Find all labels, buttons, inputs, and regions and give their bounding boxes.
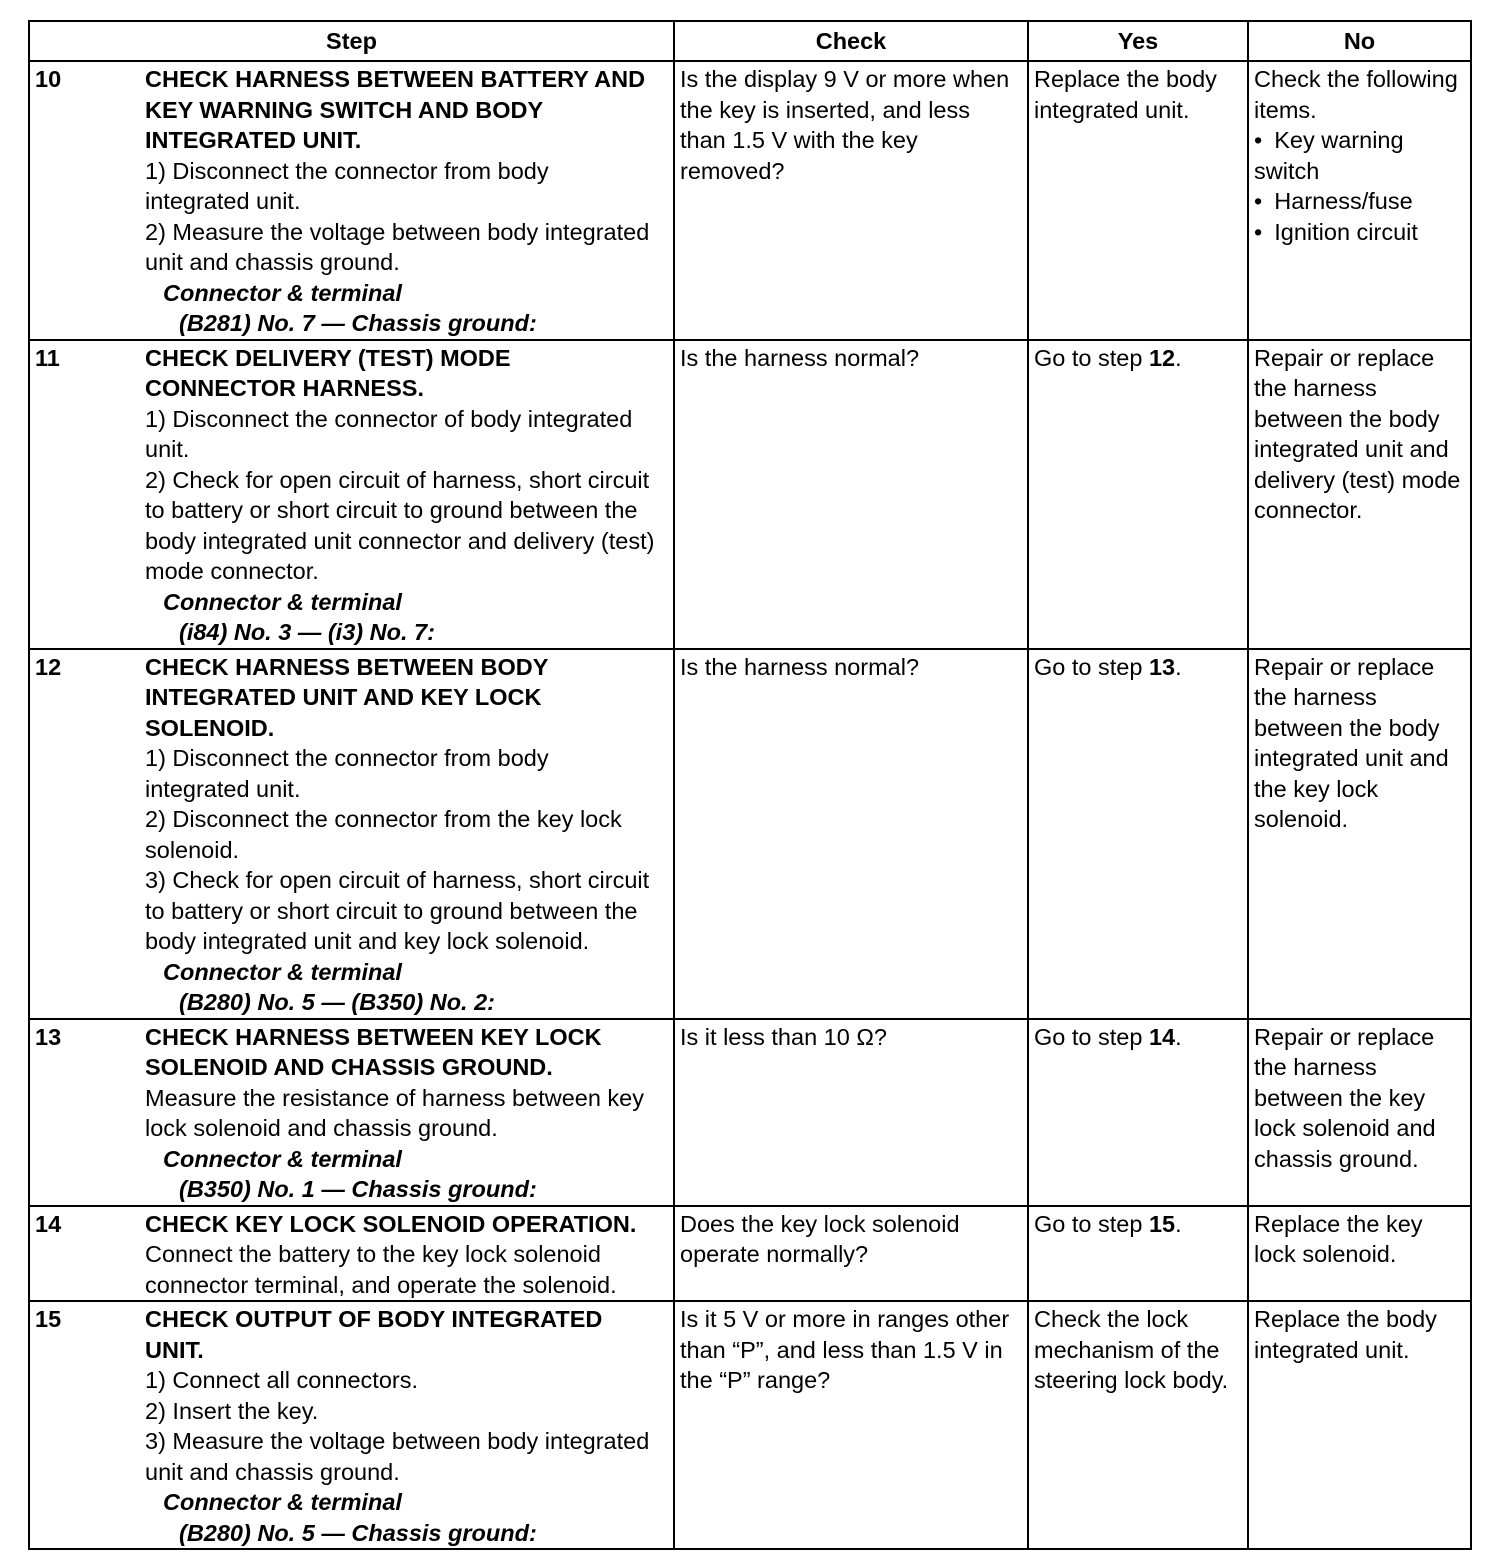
check-cell: Does the key lock solenoid operate normally? [674, 1206, 1028, 1302]
step-body [145, 64, 657, 339]
connector-terminal: (B280) No. 5 — (B350) No. 2: [179, 989, 496, 1015]
step-instruction: Measure the resistance of harness between key lock solenoid and chassis ground. [145, 1084, 644, 1141]
no-bullet-item: • Key warning switch [1254, 125, 1465, 186]
yes-cell: Check the lock mechanism of the steering lock body. [1028, 1301, 1248, 1549]
step-reference: 15 [1148, 1210, 1176, 1237]
step-instruction: 1) Connect all connectors. [145, 1367, 419, 1393]
step-instruction: 3) Check for open circuit of harness, short circuit to battery or short circuit to ground between the body integrated unit and key lock solenoid. [145, 867, 650, 954]
step-body [145, 1209, 657, 1301]
step-instruction: Connect the battery to the key lock solenoid connector terminal, and operate the solenoid. [145, 1241, 617, 1298]
step-title: CHECK KEY LOCK SOLENOID OPERATION. [145, 1210, 637, 1237]
step-cell [29, 1301, 674, 1549]
step-body [145, 343, 657, 648]
step-reference: 12 [1148, 344, 1176, 371]
check-cell: Is the harness normal? [674, 649, 1028, 1019]
step-cell [29, 340, 674, 649]
header-step: Step [29, 21, 674, 61]
yes-cell: Go to step 15. [1028, 1206, 1248, 1302]
yes-cell: Go to step 14. [1028, 1019, 1248, 1206]
step-cell [29, 649, 674, 1019]
header-check: Check [674, 21, 1028, 61]
step-number: 15 [35, 1306, 62, 1332]
step-number: 12 [35, 653, 62, 680]
step-instruction: 1) Disconnect the connector from body integrated unit. [145, 157, 549, 214]
no-cell [1248, 61, 1471, 340]
table-row [29, 340, 1471, 649]
step-instruction: 2) Measure the voltage between body integrated unit and chassis ground. [145, 218, 650, 275]
step-instruction: 2) Disconnect the connector from the key lock solenoid. [145, 806, 622, 863]
connector-label: Connector & terminal [163, 279, 402, 306]
no-bullet-item: • Ignition circuit [1254, 217, 1465, 248]
connector-terminal: (i84) No. 3 — (i3) No. 7: [179, 619, 435, 645]
no-cell [1248, 649, 1471, 1019]
check-cell: Is it 5 V or more in ranges other than “P”, and less than 1.5 V in the “P” range? [674, 1301, 1028, 1549]
step-instruction: 2) Insert the key. [145, 1397, 319, 1424]
connector-label: Connector & terminal [163, 1145, 402, 1172]
no-cell [1248, 1019, 1471, 1206]
step-reference: 13 [1148, 653, 1176, 680]
connector-label: Connector & terminal [163, 588, 402, 615]
step-number: 11 [35, 344, 60, 371]
no-text: Replace the key lock solenoid. [1254, 1210, 1423, 1267]
header-row [29, 21, 1471, 61]
step-number: 14 [35, 1210, 62, 1237]
check-cell: Is it less than 10 Ω? [674, 1019, 1028, 1206]
table-row [29, 1019, 1471, 1206]
check-cell: Is the display 9 V or more when the key is inserted, and less than 1.5 V with the key removed? [674, 61, 1028, 340]
step-body [145, 1304, 657, 1548]
diagnosis-table [28, 20, 1472, 1550]
connector-label: Connector & terminal [163, 958, 402, 985]
step-number: 13 [35, 1023, 62, 1050]
step-title: CHECK HARNESS BETWEEN KEY LOCK SOLENOID AND CHASSIS GROUND. [145, 1023, 602, 1080]
no-cell [1248, 340, 1471, 649]
yes-cell: Replace the body integrated unit. [1028, 61, 1248, 340]
connector-terminal: (B280) No. 5 — Chassis ground: [179, 1519, 537, 1546]
connector-label: Connector & terminal [163, 1489, 402, 1515]
step-cell [29, 1206, 674, 1302]
no-text: Repair or replace the harness between the body integrated unit and delivery (test) mode connector. [1254, 344, 1461, 523]
header-yes: Yes [1028, 21, 1248, 61]
check-cell: Is the harness normal? [674, 340, 1028, 649]
step-cell [29, 61, 674, 340]
step-instruction: 1) Disconnect the connector of body integrated unit. [145, 405, 633, 462]
step-title: CHECK HARNESS BETWEEN BODY INTEGRATED UNIT AND KEY LOCK SOLENOID. [145, 653, 549, 741]
no-text: Replace the body integrated unit. [1254, 1306, 1437, 1363]
step-instruction: 3) Measure the voltage between body integrated unit and chassis ground. [145, 1428, 650, 1485]
table-row [29, 1206, 1471, 1302]
no-cell [1248, 1301, 1471, 1549]
step-body [145, 1022, 657, 1205]
step-instruction: 2) Check for open circuit of harness, short circuit to battery or short circuit to ground between the body integrated unit connector and delivery (test) mode connector. [145, 466, 655, 584]
step-title: CHECK HARNESS BETWEEN BATTERY AND KEY WARNING SWITCH AND BODY INTEGRATED UNIT. [145, 66, 646, 153]
connector-terminal: (B281) No. 7 — Chassis ground: [179, 310, 537, 336]
no-cell [1248, 1206, 1471, 1302]
step-title: CHECK DELIVERY (TEST) MODE CONNECTOR HARNESS. [145, 344, 511, 401]
no-bullet-item: • Harness/fuse [1254, 186, 1465, 217]
no-text: Repair or replace the harness between the key lock solenoid and chassis ground. [1254, 1023, 1436, 1172]
no-text: Repair or replace the harness between the body integrated unit and the key lock solenoid. [1254, 653, 1449, 832]
table-row [29, 1301, 1471, 1549]
header-no: No [1248, 21, 1471, 61]
no-text: Check the following items. [1254, 66, 1458, 123]
yes-cell: Go to step 13. [1028, 649, 1248, 1019]
step-reference: 14 [1148, 1023, 1176, 1050]
yes-cell: Go to step 12. [1028, 340, 1248, 649]
step-instruction: 1) Disconnect the connector from body integrated unit. [145, 745, 549, 802]
step-cell [29, 1019, 674, 1206]
step-body [145, 652, 657, 1018]
connector-terminal: (B350) No. 1 — Chassis ground: [179, 1176, 537, 1202]
table-row [29, 61, 1471, 340]
step-title: CHECK OUTPUT OF BODY INTEGRATED UNIT. [145, 1306, 603, 1363]
table-row [29, 649, 1471, 1019]
step-number: 10 [35, 66, 62, 92]
